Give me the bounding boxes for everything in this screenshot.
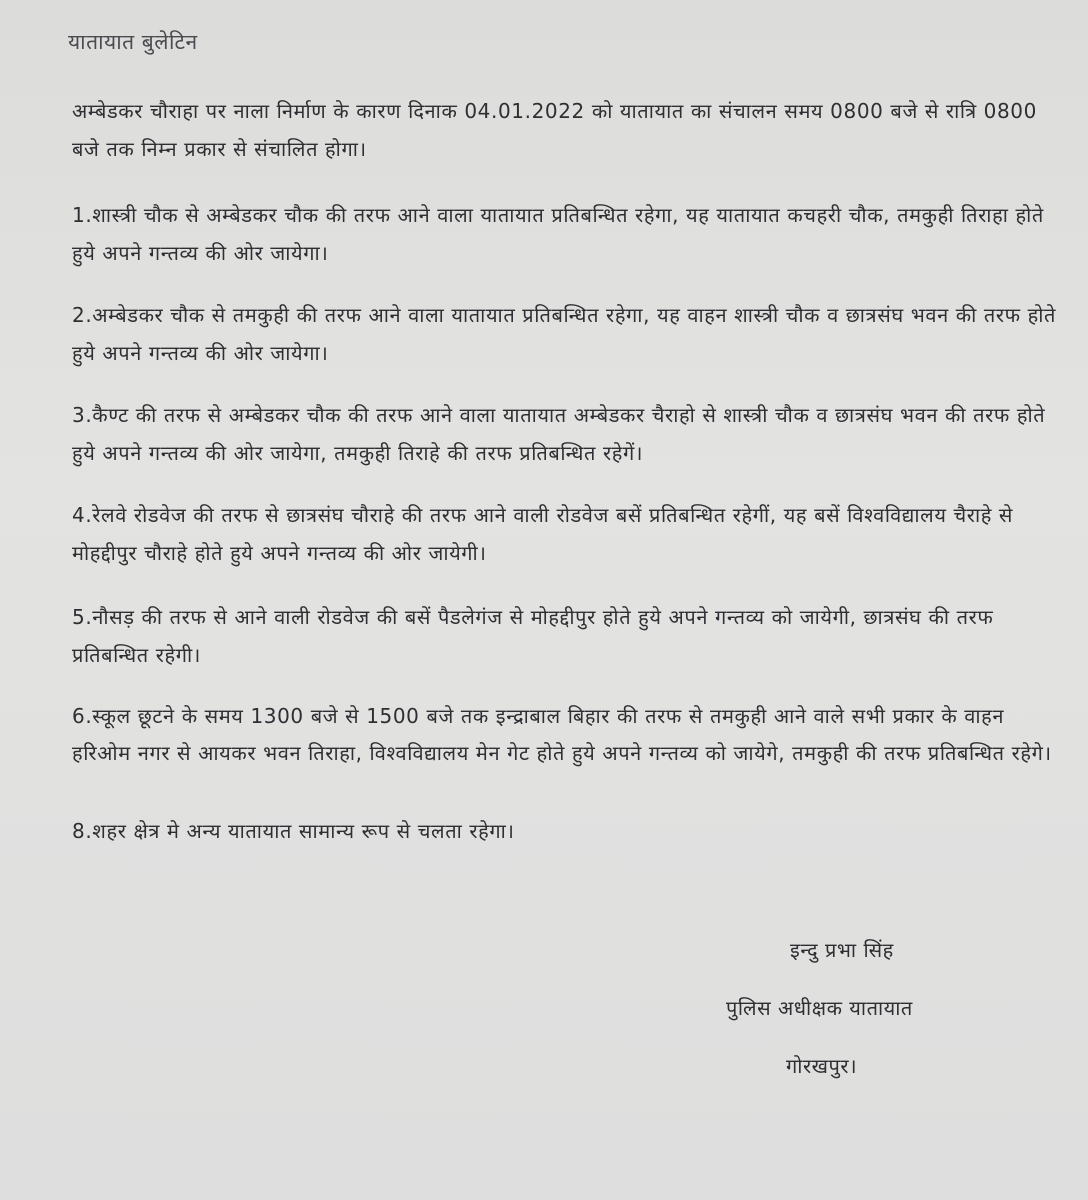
- point-8: 8.शहर क्षेत्र मे अन्य यातायात सामान्य रूप से चलता रहेगा।: [72, 819, 515, 843]
- document-title: यातायात बुलेटिन: [68, 30, 198, 54]
- point-5: 5.नौसड़ की तरफ से आने वाली रोडवेज की बसें पैडलेगंज से मोहद्दीपुर होते हुये अपने गन्तव्य को जायेगी, छात्रसंघ की तरफ प्रतिबन्धित रहेगी।: [72, 605, 994, 667]
- signatory-place: गोरखपुर।: [786, 1054, 858, 1078]
- intro-paragraph: अम्बेडकर चौराहा पर नाला निर्माण के कारण दिनाक 04.01.2022 को यातायात का संचालन समय 0800 बजे से रात्रि 0800 बजे तक निम्न प्रकार से संचालित होगा।: [72, 99, 1037, 161]
- point-4: 4.रेलवे रोडवेज की तरफ से छात्रसंघ चौराहे की तरफ आने वाली रोडवेज बसें प्रतिबन्धित रहेगीं, यह बसें विश्वविद्यालय चैराहे से मोहद्दीपुर चौराहे होते हुये अपने गन्तव्य की ओर जायेगी।: [72, 503, 1014, 565]
- point-1: 1.शास्त्री चौक से अम्बेडकर चौक की तरफ आने वाला यातायात प्रतिबन्धित रहेगा, यह यातायात कचहरी चौक, तमकुही तिराहा होते हुये अपने गन्तव्य की ओर जायेगा।: [72, 203, 1044, 265]
- point-3: 3.कैण्ट की तरफ से अम्बेडकर चौक की तरफ आने वाला यातायात अम्बेडकर चैराहो से शास्त्री चौक व छात्रसंघ भवन की तरफ होते हुये अपने गन्तव्य की ओर जायेगा, तमकुही तिराहे की तरफ प्रतिबन्धित रहेगें।: [72, 403, 1046, 465]
- signatory-designation: पुलिस अधीक्षक यातायात: [726, 996, 913, 1020]
- signatory-name: इन्दु प्रभा सिंह: [790, 938, 894, 962]
- point-2: 2.अम्बेडकर चौक से तमकुही की तरफ आने वाला यातायात प्रतिबन्धित रहेगा, यह वाहन शास्त्री चौक व छात्रसंघ भवन की तरफ होते हुये अपने गन्तव्य की ओर जायेगा।: [72, 303, 1056, 365]
- point-6: 6.स्कूल छूटने के समय 1300 बजे से 1500 बजे तक इन्द्राबाल बिहार की तरफ से तमकुही आने वाले सभी प्रकार के वाहन हरिओम नगर से आयकर भवन तिराहा, विश्वविद्यालय मेन गेट होते हुये अपने गन्तव्य को जायेगे, तमकुही की तरफ प्रतिबन्धित रहेगे।: [72, 704, 1052, 765]
